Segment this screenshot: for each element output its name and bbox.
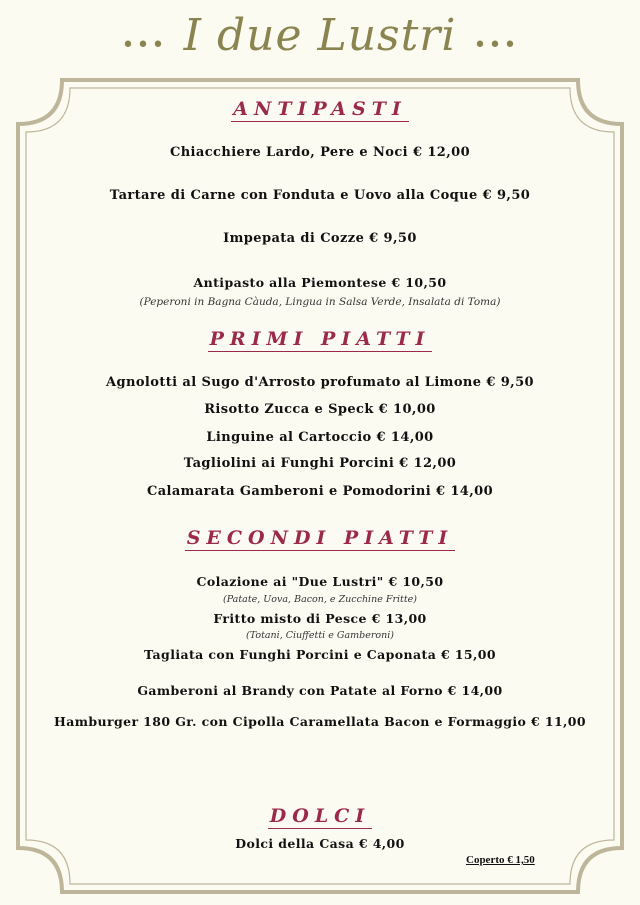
restaurant-title: I due Lustri	[183, 10, 457, 61]
menu-header	[0, 10, 640, 61]
menu-item: Risotto Zucca e Speck € 10,00	[204, 402, 436, 417]
item-note: (Peperoni in Bagna Càuda, Lingua in Salsa Verde, Insalata di Toma)	[139, 296, 501, 308]
menu-item: Impepata di Cozze € 9,50	[223, 231, 417, 246]
menu-item: Dolci della Casa € 4,00	[235, 836, 405, 851]
menu-item: Hamburger 180 Gr. con Cipolla Caramellata Bacon e Formaggio € 11,00	[54, 714, 586, 729]
section-secondi	[0, 527, 640, 551]
menu-item: Gamberoni al Brandy con Patate al Forno € 14,00	[137, 683, 503, 698]
coperto-note: Coperto € 1,50	[466, 854, 535, 866]
item-note: (Totani, Ciuffetti e Gamberoni)	[246, 630, 394, 641]
dots-ornament-right: •••	[473, 33, 519, 58]
section-antipasti	[0, 98, 640, 122]
menu-item: Tagliolini ai Funghi Porcini € 12,00	[183, 456, 457, 471]
menu-item: Linguine al Cartoccio € 14,00	[206, 430, 434, 445]
dots-ornament-left: •••	[121, 33, 167, 58]
menu-item: Chiacchiere Lardo, Pere e Noci € 12,00	[169, 145, 471, 160]
section-title-dolci: DOLCI	[269, 805, 371, 827]
menu-item: Agnolotti al Sugo d'Arrosto profumato al Limone € 9,50	[106, 375, 534, 390]
menu-item: Antipasto alla Piemontese € 10,50	[193, 275, 447, 290]
menu-item: Tagliata con Funghi Porcini e Caponata € 15,00	[144, 647, 496, 662]
section-title-primi: PRIMI PIATTI	[209, 328, 431, 350]
section-dolci	[0, 805, 640, 829]
menu-item: Fritto misto di Pesce € 13,00	[213, 611, 427, 626]
section-title-secondi: SECONDI PIATTI	[186, 527, 454, 549]
menu-item: Colazione ai "Due Lustri" € 10,50	[196, 574, 444, 589]
item-note: (Patate, Uova, Bacon, e Zucchine Fritte)	[223, 594, 417, 605]
section-primi	[0, 328, 640, 352]
menu-item: Calamarata Gamberoni e Pomodorini € 14,00	[146, 484, 494, 499]
section-title-antipasti: ANTIPASTI	[233, 98, 407, 120]
menu-item: Tartare di Carne con Fonduta e Uovo alla Coque € 9,50	[109, 188, 531, 203]
